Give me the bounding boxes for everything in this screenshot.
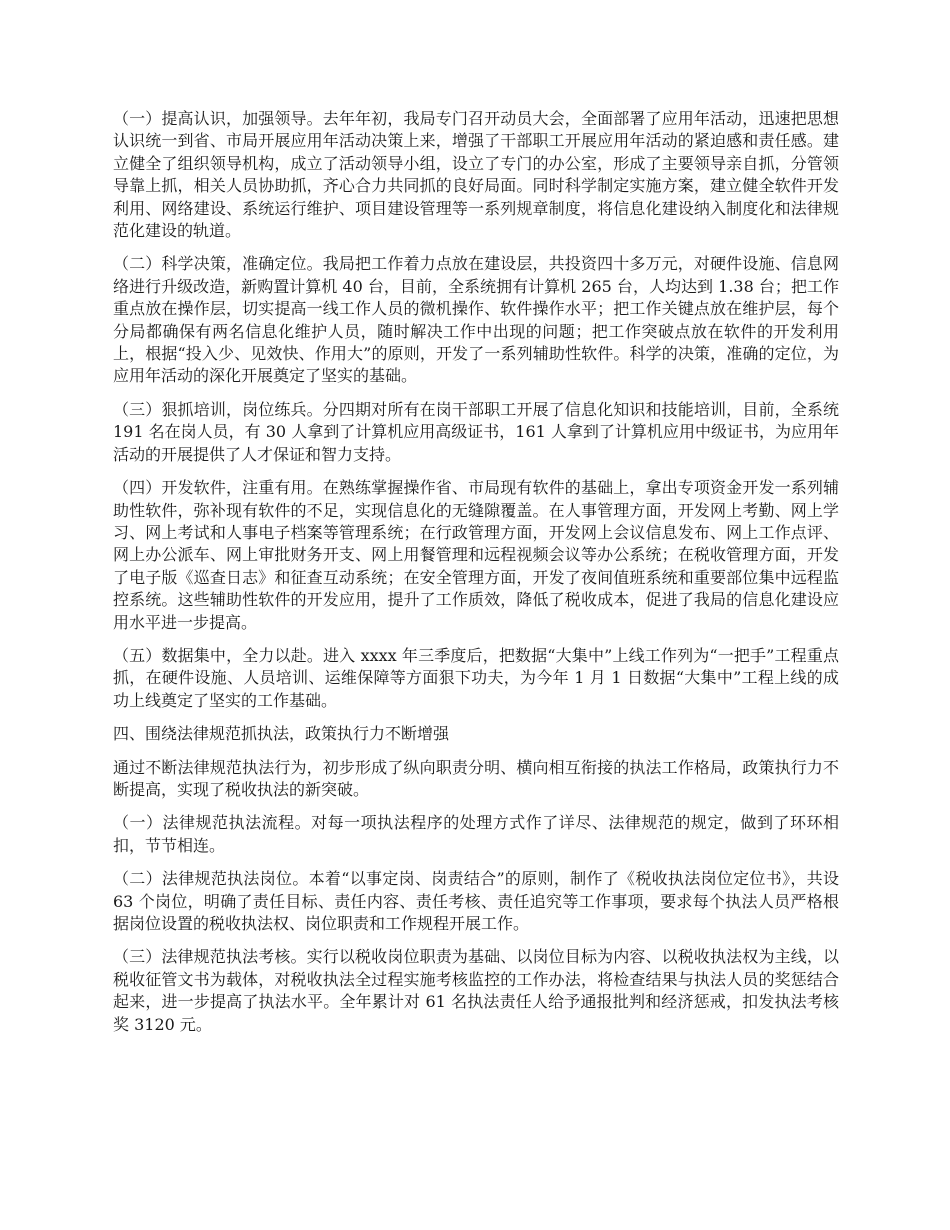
paragraph-enforcement-posts: （二）法律规范执法岗位。本着“以事定岗、岗责结合”的原则，制作了《税收执法岗位定位书》，共设 63 个岗位，明确了责任目标、责任内容、责任考核、责任追究等工作事项，要求每个执法人员严格根据岗位设置的税收执法权、岗位职责和工作规程开展工作。 — [113, 869, 839, 933]
paragraph-scientific-decision: （二）科学决策，准确定位。我局把工作着力点放在建设层，共投资四十多万元，对硬件设施、信息网络进行升级改造，新购置计算机 40 台，目前，全系统拥有计算机 265 台，人均达到 1.38 台；把工作重点放在操作层，切实提高一线工作人员的微机操作、软件操作水平；把工作关键点放在维护层，每个分局都确保有两名信息化维护人员，随时解决工作中出现的问题；把工作突破点放在软件的开发利用上，根据“投入少、见效快、作用大”的原则，开发了一系列辅助性软件。科学的决策，准确的定位，为应用年活动的深化开展奠定了坚实的基础。 — [113, 254, 839, 386]
paragraph-training: （三）狠抓培训，岗位练兵。分四期对所有在岗干部职工开展了信息化知识和技能培训，目前，全系统 191 名在岗人员，有 30 人拿到了计算机应用高级证书，161 人拿到了计算机应用中级证书，为应用年活动的开展提供了人才保证和智力支持。 — [113, 399, 839, 464]
document-body — [113, 108, 839, 1047]
paragraph-building-awareness: （一）提高认识，加强领导。去年年初，我局专门召开动员大会，全面部署了应用年活动，迅速把思想认识统一到省、市局开展应用年活动决策上来，增强了干部职工开展应用年活动的紧迫感和责任感。建立健全了组织领导机构，成立了活动领导小组，设立了专门的办公室，形成了主要领导亲自抓，分管领导靠上抓，相关人员协助抓，齐心合力共同抓的良好局面。同时科学制定实施方案，建立健全软件开发利用、网络建设、系统运行维护、项目建设管理等一系列规章制度，将信息化建设纳入制度化和法律规范化建设的轨道。 — [113, 109, 839, 241]
paragraph-enforcement-process: （一）法律规范执法流程。对每一项执法程序的处理方式作了详尽、法律规范的规定，做到了环环相扣，节节相连。 — [113, 813, 839, 855]
paragraph-section-intro: 通过不断法律规范执法行为，初步形成了纵向职责分明、横向相互衔接的执法工作格局，政策执行力不断提高，实现了税收执法的新突破。 — [113, 757, 839, 799]
paragraph-data-centralization: （五）数据集中，全力以赴。进入 xxxx 年三季度后，把数据“大集中”上线工作列为“一把手”工程重点抓，在硬件设施、人员培训、运维保障等方面狠下功夫，为今年 1 月 1 日数据“大集中”工程上线的成功上线奠定了坚实的工作基础。 — [113, 645, 839, 710]
section-heading: 四、围绕法律规范抓执法，政策执行力不断增强 — [113, 724, 450, 744]
paragraph-software-development: （四）开发软件，注重有用。在熟练掌握操作省、市局现有软件的基础上，拿出专项资金开发一系列辅助性软件，弥补现有软件的不足，实现信息化的无缝隙覆盖。在人事管理方面，开发网上考勤、网上学习、网上考试和人事电子档案等管理系统；在行政管理方面，开发网上会议信息发布、网上工作点评、网上办公派车、网上审批财务开支、网上用餐管理和远程视频会议等办公系统；在税收管理方面，开发了电子版《巡查日志》和征查互动系统；在安全管理方面，开发了夜间值班系统和重要部位集中远程监控系统。这些辅助性软件的开发应用，提升了工作质效，降低了税收成本，促进了我局的信息化建设应用水平进一步提高。 — [113, 478, 839, 632]
paragraph-enforcement-assessment: （三）法律规范执法考核。实行以税收岗位职责为基础、以岗位目标为内容、以税收执法权为主线，以税收征管文书为载体，对税收执法全过程实施考核监控的工作办法，将检查结果与执法人员的奖惩结合起来，进一步提高了执法水平。全年累计对 61 名执法责任人给予通报批判和经济惩戒，扣发执法考核奖 3120 元。 — [113, 947, 839, 1034]
